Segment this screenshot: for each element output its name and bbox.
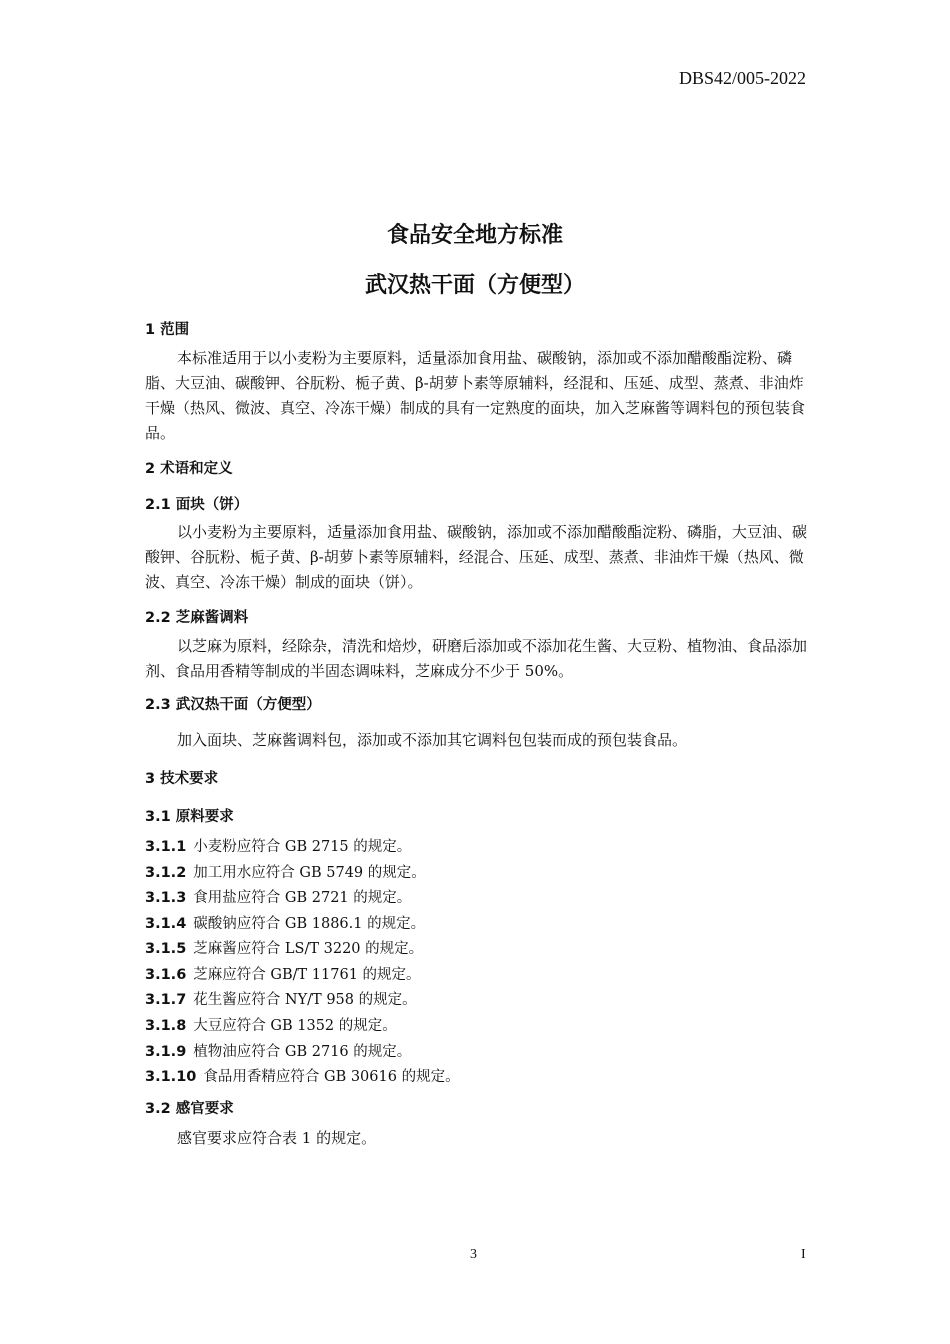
section-3-2-text: 感官要求应符合表 1 的规定。 [177,1129,377,1147]
requirement-text: 加工用水应符合 GB 5749 的规定。 [193,865,426,881]
requirement-number: 3.1.9 [145,1044,187,1060]
document-title: 食品安全地方标准 [386,223,563,248]
requirement-item [145,863,426,883]
section-3-2-heading: 3.2 感官要求 [145,1101,234,1117]
requirement-text: 食品用香精应符合 GB 30616 的规定。 [203,1069,460,1085]
requirement-item [145,837,411,857]
requirement-number: 3.1.2 [145,865,187,881]
requirement-number: 3.1.8 [145,1018,187,1034]
requirement-text: 大豆应符合 GB 1352 的规定。 [193,1018,397,1034]
requirement-number: 3.1.5 [145,941,187,957]
requirement-number: 3.1.7 [145,992,187,1008]
requirement-text: 植物油应符合 GB 2716 的规定。 [193,1044,412,1060]
section-2-1-heading: 2.1 面块（饼） [145,497,249,513]
section-2-3-heading: 2.3 武汉热干面（方便型） [145,697,321,713]
section-2-2-text: 以芝麻为原料，经除杂，清洗和焙炒，研磨后添加或不添加花生酱、大豆粉、植物油、食品添加剂、食品用香精等制成的半固态调味料，芝麻成分不少于 50%。 [145,637,808,680]
requirement-item [145,1067,460,1087]
section-1-heading: 1 范围 [145,322,190,338]
requirement-item [145,1042,411,1062]
requirement-text: 食用盐应符合 GB 2721 的规定。 [193,890,412,906]
requirement-number: 3.1.3 [145,890,187,906]
requirement-text: 芝麻酱应符合 LS/T 3220 的规定。 [193,941,424,957]
requirement-text: 花生酱应符合 NY/T 958 的规定。 [193,992,417,1008]
requirement-number: 3.1.6 [145,967,187,983]
roman-page-marker: I [801,1247,806,1262]
page-number: 3 [470,1247,477,1262]
section-1-text: 本标准适用于以小麦粉为主要原料，适量添加食用盐、碳酸钠，添加或不添加醋酸酯淀粉、磷脂、大豆油、碳酸钾、谷朊粉、栀子黄、β-胡萝卜素等原辅料，经混和、压延、成型、蒸煮、非油炸干燥（热风、微波、真空、冷冻干燥）制成的具有一定熟度的面块，加入芝麻酱等调料包的预包装食品。 [145,349,806,442]
section-2-heading: 2 术语和定义 [145,461,233,477]
requirement-number: 3.1.10 [145,1069,197,1085]
requirement-text: 碳酸钠应符合 GB 1886.1 的规定。 [193,916,426,932]
section-3-1-heading: 3.1 原料要求 [145,809,234,825]
requirement-text: 小麦粉应符合 GB 2715 的规定。 [193,839,412,855]
section-2-1-text: 以小麦粉为主要原料，适量添加食用盐、碳酸钠，添加或不添加醋酸酯淀粉、磷脂，大豆油、碳酸钾、谷朊粉、栀子黄、β-胡萝卜素等原辅料，经混合、压延、成型、蒸煮、非油炸干燥（热风、微波、真空、冷冻干燥）制成的面块（饼）。 [145,523,808,591]
requirement-item [145,914,425,934]
requirement-number: 3.1.1 [145,839,187,855]
requirement-text: 芝麻应符合 GB/T 11761 的规定。 [193,967,421,983]
requirement-item [145,965,421,985]
requirement-item [145,1016,397,1036]
standard-code: DBS42/005-2022 [678,68,806,88]
requirement-number: 3.1.4 [145,916,187,932]
section-2-2-heading: 2.2 芝麻酱调料 [145,610,249,626]
requirement-item [145,990,417,1010]
section-2-3-text: 加入面块、芝麻酱调料包，添加或不添加其它调料包包装而成的预包装食品。 [177,731,688,749]
section-3-heading: 3 技术要求 [145,771,219,787]
requirement-item [145,888,411,908]
document-subtitle: 武汉热干面（方便型） [364,273,585,298]
requirement-item [145,939,423,959]
